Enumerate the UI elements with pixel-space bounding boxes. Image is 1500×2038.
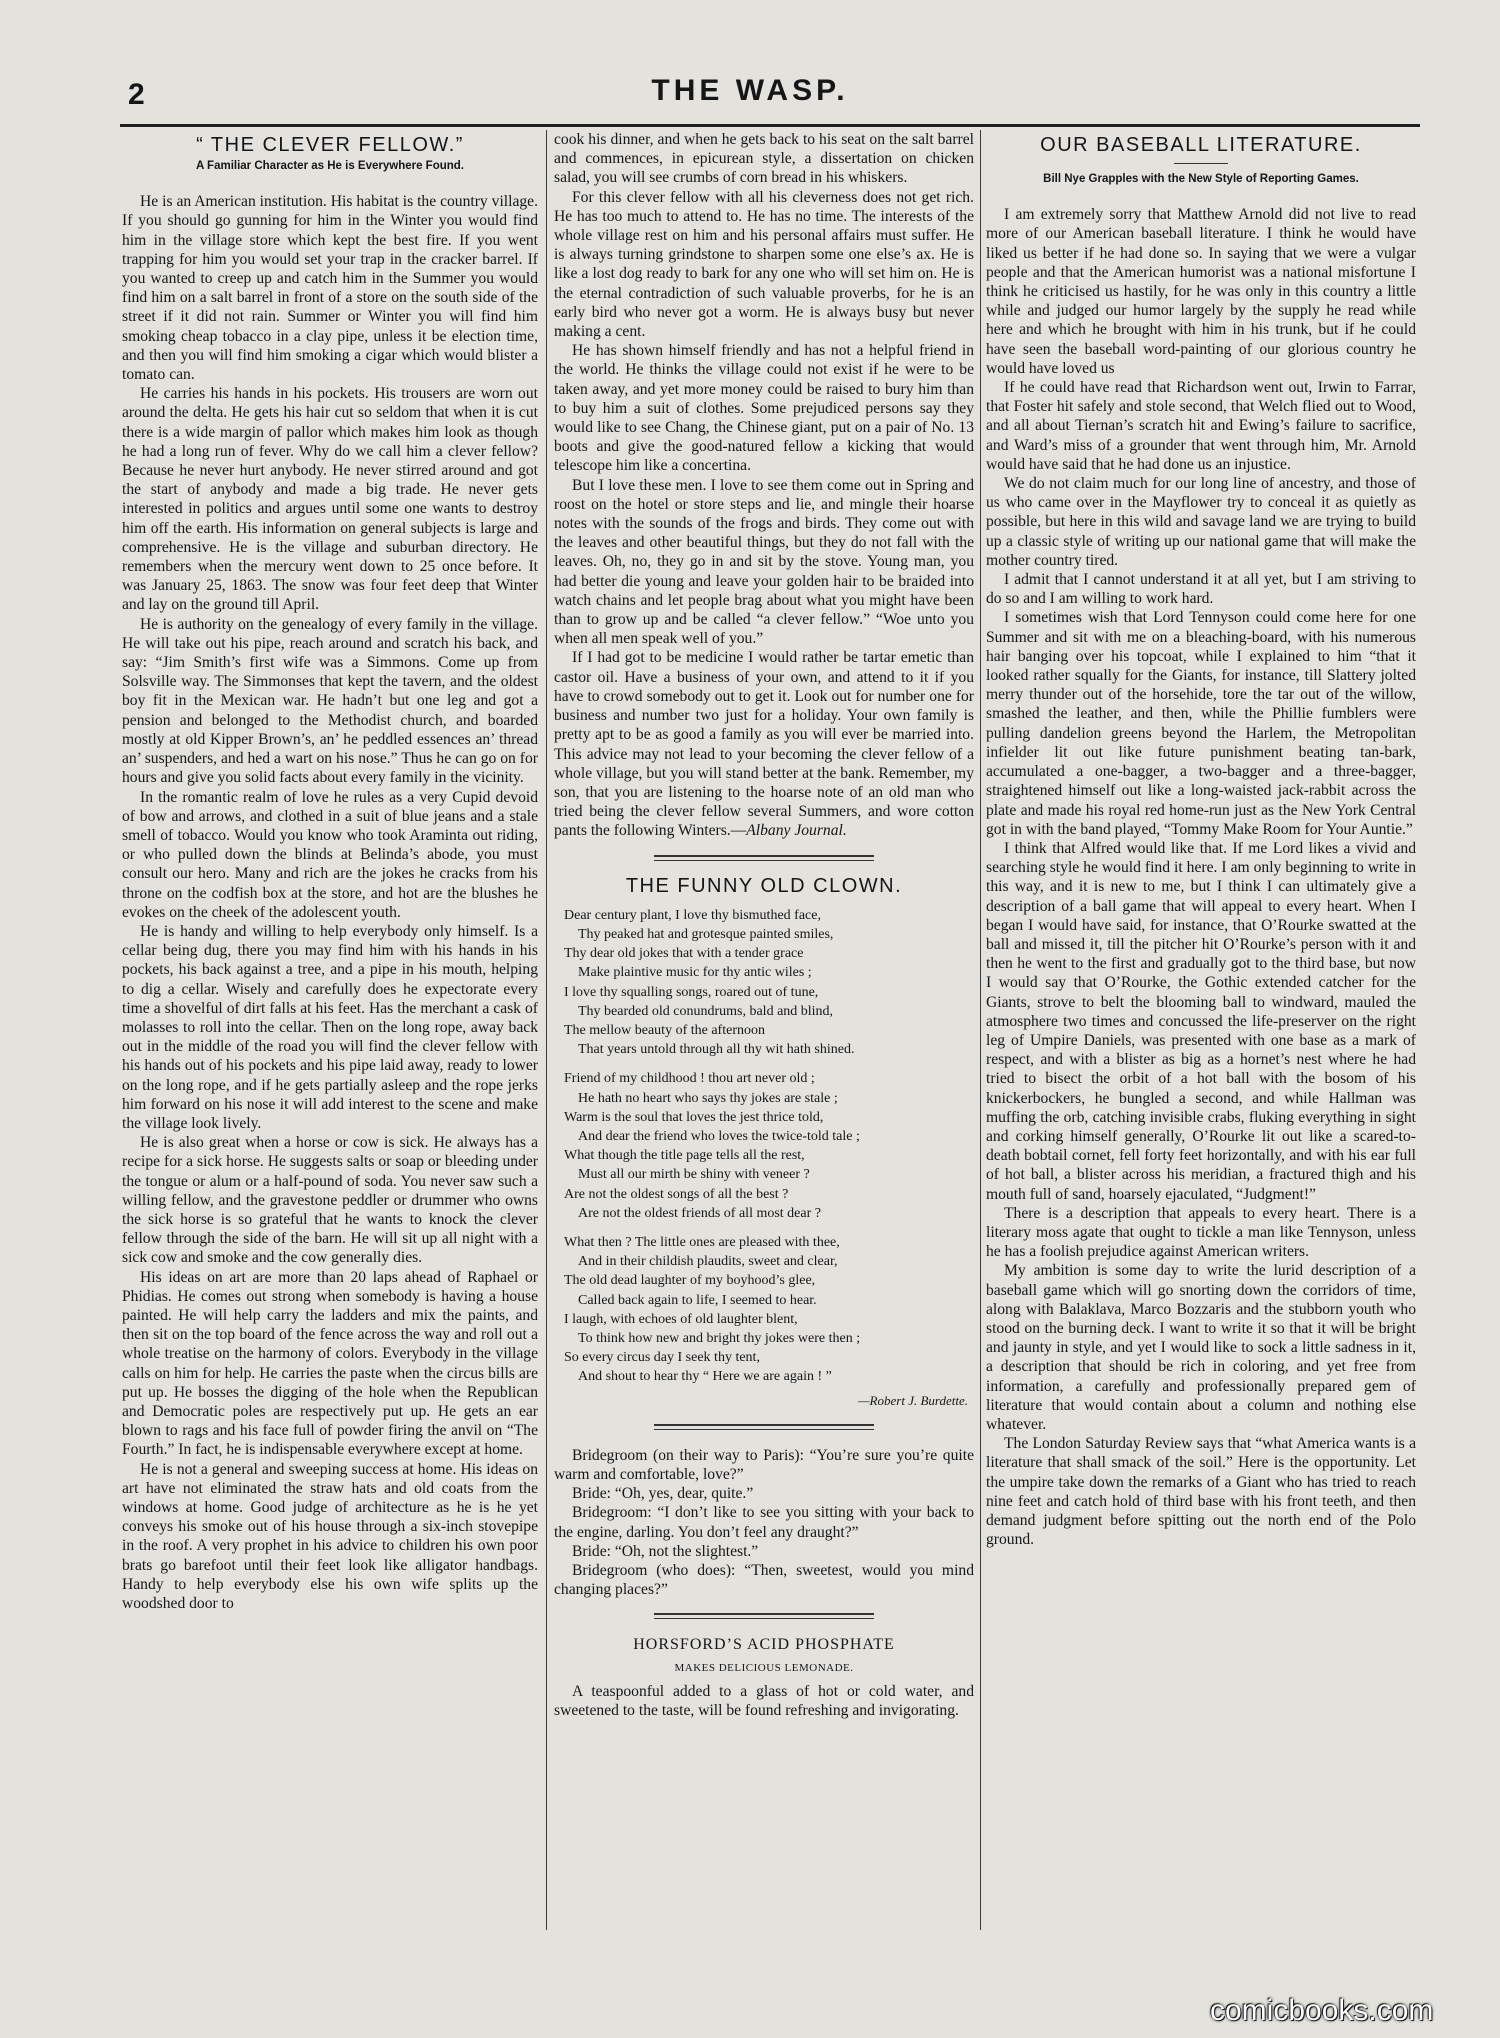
section-separator	[554, 1613, 974, 1619]
poem-line: That years untold through all thy wit hath shined.	[578, 1042, 855, 1058]
section-separator	[554, 1424, 974, 1430]
poem-line: Thy peaked hat and grotesque painted smiles,	[578, 926, 834, 942]
dialogue-line: Bridegroom (who does): “Then, sweetest, would you mind changing places?”	[554, 1562, 974, 1599]
poem-line: Are not the oldest friends of all most dear ?	[578, 1205, 821, 1221]
article-subtitle: Bill Nye Grapples with the New Style of Reporting Games.	[1043, 173, 1359, 186]
paragraph: He is authority on the genealogy of every family in the village. He will take out his pipe, reach around and scratch his back, and say: “Jim Smith’s first wife was a Simmons. Come up from Solsville way. The Simmonses that kept the tavern, and the oldest boy fit in the Mexican war. He hadn’t but one leg and got a pension and belonged to the Methodist church, and boarded mostly at old Kipper Brown’s, an’ he peddled essences an’ thread an’ suspenders, and hed a wart on his nose.” Thus he can go on for hours and give you solid facts about every family in the vicinity.	[122, 615, 538, 787]
paragraph-text: If I had got to be medicine I would rather be tartar emetic than castor oil. Have a business of your own, and attend to it if you have to crowd somebody out to get it. Look out for number one for business and number two just for a holiday. Your own family is pretty apt to be as good a family as you will ever be married into. This advice may not lead to your becoming the clever fellow of a whole village, but you will stand better at the bank. Remember, my son, that you are listening to the hoarse note of an old man who tried being the clever fellow several Summers, and wore cotton pants the following Winters.—	[554, 649, 974, 840]
paragraph: I admit that I cannot understand it at all yet, but I am striving to do so and I am willing to work hard.	[986, 571, 1416, 608]
poem-line: Dear century plant, I love thy bismuthed face,	[564, 907, 821, 923]
column-rule	[546, 130, 547, 1930]
poem-line: And dear the friend who loves the twice-told tale ;	[578, 1128, 860, 1144]
advertisement-body: A teaspoonful added to a glass of hot or cold water, and sweetened to the taste, will be found refreshing and invigorating.	[554, 1682, 974, 1720]
poem-line: Thy dear old jokes that with a tender grace	[564, 946, 804, 962]
poem-line: The old dead laughter of my boyhood’s glee,	[564, 1273, 816, 1289]
paragraph: We do not claim much for our long line of ancestry, and those of us who came over in the Mayflower try to conceal it as quietly as possible, but here in this wild and savage land we are trying to build up a classic style of writing up our national game that will make the mother country tired.	[986, 475, 1416, 569]
column-middle	[554, 130, 974, 1930]
paragraph: He is handy and willing to help everybody only himself. Is a cellar being dug, there you may find him with his hands in his pockets, his back against a tree, and a pipe in his mouth, helping to dig a cellar. Wisely and carefully does he expectorate every time a shovelful of dirt falls at his feet. Has the merchant a cask of molasses to roll into the cellar. Then on the long rope, away back out in the middle of the road you will find the clever fellow with his hands out of his pockets and his pipe laid away, ready to lower on the long rope, and if he gets partially asleep and the rope jerks him forward on his nose it will add interest to the scene and make the village look lively.	[122, 922, 538, 1132]
title-rule	[1174, 163, 1228, 164]
paragraph: He has shown himself friendly and has not a helpful friend in the world. He thinks the village could not exist if he were to be taken away, and yet more money could be raised to bury him than to buy him a suit of clothes. Some prejudiced persons say they would like to see Chang, the Chinese giant, put on a pair of No. 13 boots and give the good-natured fellow a kicking that would telescope him like a concertina.	[554, 342, 974, 475]
poem-line: What then ? The little ones are pleased with thee,	[564, 1234, 840, 1250]
paragraph: The London Saturday Review says that “what America wants is a literature that shall smack of the soil.” Here is the opportunity. Let the umpire take down the remarks of a Giant who has tried to reach nine feet and catch hold of third base with his front teeth, and then demand judgment before spitting out the north end of the Polo ground.	[986, 1435, 1416, 1549]
article-title: “ THE CLEVER FELLOW.”	[196, 134, 464, 156]
column-clever-fellow	[122, 130, 538, 1930]
paragraph: He carries his hands in his pockets. His trousers are worn out around the delta. He gets his hair cut so seldom that when it is cut there is a wide margin of pallor which makes him look as though he had a long run of fever. Why do we call him a clever fellow? Because he never hurt anybody. He never stirred around and got the start of anybody and made a big trade. He never gets interested in politics and argues until some one wants to destroy him off the earth. His information on general subjects is large and comprehensive. He is the village and suburban directory. He remembers when the mercury went down to 25 once before. It was January 25, 1863. The snow was four feet deep that Winter and lay on the ground till April.	[122, 385, 538, 614]
article-title: OUR BASEBALL LITERATURE.	[1040, 134, 1362, 156]
paragraph: I think that Alfred would like that. If me Lord likes a vivid and searching style he would find it here. I am only beginning to write in this way, and it is new to me, but I think I can ultimately give a description of a ball game that will appeal to every heart. When I began I would have said, for instance, that O’Rourke swatted at the ball and missed it, till the pitcher hit O’Rourke’s person with it and then he went to the first and gradually got to the third base, but now I would say that O’Rourke, the Gothic extended catcher for the Giants, strove to belt the blooming ball to windward, mauled the atmosphere two times and concussed the life-preserver on the right leg of Umpire Daniels, was presented with one base as a mark of respect, and with a blister as big as a hornet’s nest where he had tried to bisect the orbit of a hot ball with the bosom of his knickerbockers, he bungled a second, and while Hallman was muffing the orb, catching invisible crabs, fluking everything in sight and corking himself generally, O’Rourke lit out like a scared-to-death bobtail cornet, fell forty feet horizontally, and with his ear full of hot ball, a blister across his meridian, a fractured thigh and his mouth full of sand, hoarsely ejaculated, “Judgment!”	[986, 839, 1416, 1203]
poem-line: Thy bearded old conundrums, bald and blind,	[578, 1003, 834, 1019]
dialogue-line: Bride: “Oh, not the slightest.”	[572, 1542, 759, 1560]
paragraph: I sometimes wish that Lord Tennyson could come here for one Summer and sit with me on a bleaching-board, with his numerous hair banging over his topcoat, while I explained to him “that it looked rather squally for the Giants, for instance, till Slattery jolted merry thunder out of the horsehide, tore the tar out of the willow, smashed the leather, and then, while the Phillie fumblers were pulling dandelion greens beyond the Harlem, the Metropolitan infielder lit out like future punishment beating tan-bark, accumulated a one-bagger, a two-bagger and a three-bagger, straightened himself out like a long-waisted jack-rabbit across the plate and made his royal red home-run just as the New York Central got in with the band played, “Tommy Make Room for Your Auntie.”	[986, 609, 1416, 838]
poem-line: Are not the oldest songs of all the best ?	[564, 1186, 789, 1202]
poem-line: Warm is the soul that loves the jest thrice told,	[564, 1109, 824, 1125]
paragraph: If he could have read that Richardson went out, Irwin to Farrar, that Foster hit safely and stole second, that Welch flied out to Wood, and all about Tiernan’s scratch hit and Ewing’s failure to sacrifice, and Ward’s miss of a grounder that went through him, Mr. Arnold would have said that he had done us an injustice.	[986, 379, 1416, 473]
masthead-title: THE WASP.	[651, 74, 849, 107]
poem-attribution: —Robert J. Burdette.	[858, 1392, 968, 1408]
paragraph-with-source	[554, 648, 974, 840]
advertisement-subtitle: MAKES DELICIOUS LEMONADE.	[674, 1661, 854, 1674]
paragraph: For this clever fellow with all his cleverness does not get rich. He has too much to attend to. He has no time. The interests of the whole village rest on him and his personal affairs must suffer. He is always turning grindstone to sharpen some one else’s ax. He is like a lost dog ready to bark for any one who will set him on. He is the eternal contradiction of such valuable proverbs, for he is an early bird who never got a worm. He is always busy but never making a cent.	[554, 188, 974, 341]
poem-line: And in their childish plaudits, sweet and clear,	[578, 1254, 838, 1270]
paragraph: There is a description that appeals to every heart. There is a literary moss agate that ought to tickle a man like Tennyson, unless he has a foolish prejudice against American writers.	[986, 1204, 1416, 1261]
source-credit: Albany Journal.	[746, 822, 847, 840]
article-subtitle: A Familiar Character as He is Everywhere Found.	[195, 160, 464, 173]
paragraph: I am extremely sorry that Matthew Arnold did not live to read more of our American baseball literature. I think he would have liked us better if he had done so. In saying that we were a vulgar people and that the American humorist was a national misfortune I think he criticised us hastily, for he was only in this country a little while and judged our humor largely by the supply he read while here and which he brought with him in his trunk, but if he could have seen the baseball word-painting of our glorious country he would have loved us	[986, 206, 1416, 377]
paragraph: He is an American institution. His habitat is the country village. If you should go gunning for him in the Winter you would find him in the village store which kept the best fire. If you went trapping for him you would set your trap in the cracker barrel. If you wanted to creep up and catch him in the Summer you would find him on a salt barrel in front of a store on the south side of the street if it did not rain. Summer or Winter you will find him smoking cheap tobacco in a clay pipe, unless it be election time, and then you will find him smoking a cigar which would blister a tomato can.	[122, 193, 538, 384]
poem-line: And shout to hear thy “ Here we are again ! ”	[578, 1369, 832, 1385]
advertisement-title: HORSFORD’S ACID PHOSPHATE	[633, 1636, 895, 1654]
watermark-logo: comicbooks.com	[1210, 1994, 1434, 2027]
column-baseball-literature	[986, 130, 1416, 1930]
poem-line: So every circus day I seek thy tent,	[564, 1350, 760, 1366]
paragraph: In the romantic realm of love he rules as a very Cupid devoid of bow and arrows, and clothed in a suit of blue jeans and a stale smell of tobacco. Would you know who took Araminta out riding, or who pulled down the blinds at Belinda’s abode, you must consult our hero. Many and rich are the jokes he cracks from his throne on the codfish box at the store, and hot are the blushes he evokes on the cheek of the adolescent youth.	[122, 788, 538, 921]
poem-line: I laugh, with echoes of old laughter blent,	[564, 1311, 798, 1327]
poem-line: Make plaintive music for thy antic wiles ;	[578, 965, 812, 981]
poem	[564, 906, 974, 1410]
poem-line: Friend of my childhood ! thou art never old ;	[564, 1071, 815, 1087]
section-separator	[554, 855, 974, 861]
poem-line: I love thy squalling songs, roared out of tune,	[564, 984, 819, 1000]
poem-line: To think how new and bright thy jokes were then ;	[578, 1330, 861, 1346]
dialogue-line: Bride: “Oh, yes, dear, quite.”	[572, 1485, 754, 1503]
page-number: 2	[128, 78, 145, 111]
poem-line: Called back again to life, I seemed to hear.	[578, 1292, 817, 1308]
paragraph: My ambition is some day to write the lurid description of a baseball game which will go snorting down the corridors of time, along with Balaklava, Marco Bozzaris and the stubborn youth who stood on the burning deck. I want to write it so that it will be bright and jaunty in style, and yet I would like to sock a little sadness in it, a description that should be rich in coloring, and yet free from information, a carefully and professionally prepared gem of literature that would contain about a column and nothing else whatever.	[986, 1262, 1416, 1433]
poem-line: What though the title page tells all the rest,	[564, 1148, 805, 1164]
paragraph: But I love these men. I love to see them come out in Spring and roost on the hotel or store steps and lie, and mingle their hoarse notes with the sounds of the frogs and birds. They come out with the leaves and other beautiful things, but they do not fall with the leaves. Oh, no, they go in and sit by the stove. Young man, you had better die young and leave your golden hair to be braided into watch chains and let people brag about what you might have been than to grow up and be called “a clever fellow.” “Woe unto you when all men speak well of you.”	[554, 476, 974, 648]
paragraph: His ideas on art are more than 20 laps ahead of Raphael or Phidias. He comes out strong when somebody is having a house painted. He will help carry the ladders and mix the paints, and then sit on the top board of the fence across the way and roll out a whole treatise on the harmony of colors. Everybody in the village calls on him for help. He carries the paste when the circus bills are put up. He bosses the digging of the hole when the Republican and Democratic poles are respectively put up. He gets an ear blown to rags and his face full of powder firing the anvil on “The Fourth.” In fact, he is indispensable everywhere except at home.	[122, 1268, 538, 1459]
paragraph: He is also great when a horse or cow is sick. He always has a recipe for a sick horse. He suggests salts or soap or bleeding under the tongue or alum or a half-pound of soda. You never saw such a willing fellow, and the gravestone peddler or drummer who owns the sick horse is so grateful that he wants to knock the clever fellow through the side of the barn. He will sit up all night with a sick cow and smoke and the cow generally dies.	[122, 1134, 538, 1267]
poem-line: Must all our mirth be shiny with veneer ?	[578, 1167, 810, 1183]
poem-line: He hath no heart who says thy jokes are stale ;	[578, 1090, 838, 1106]
poem-title: THE FUNNY OLD CLOWN.	[625, 874, 903, 897]
paragraph: He is not a general and sweeping success at home. His ideas on art have not eliminated the straw hats and old coats from the windows at home. Good judge of architecture as he is he yet conveys his smoke out of his house through a six-inch stovepipe in the roof. A very prophet in his advice to children his own poor brats go barefoot until their feet look like alligator handbags. Handy to help everybody else his own wife splits up the woodshed door to	[122, 1460, 538, 1613]
paragraph: cook his dinner, and when he gets back to his seat on the salt barrel and commences, in epicurean style, a dissertation on chicken salad, you will see crumbs of corn bread in his whiskers.	[554, 131, 974, 187]
dialogue-line: Bridegroom: “I don’t like to see you sitting with your back to the engine, darling. You don’t feel any draught?”	[554, 1504, 974, 1541]
masthead-rule	[120, 124, 1420, 127]
poem-line: The mellow beauty of the afternoon	[564, 1022, 765, 1038]
dialogue-line: Bridegroom (on their way to Paris): “You’re sure you’re quite warm and comfortable, love?”	[554, 1446, 974, 1483]
column-rule	[980, 130, 981, 1930]
